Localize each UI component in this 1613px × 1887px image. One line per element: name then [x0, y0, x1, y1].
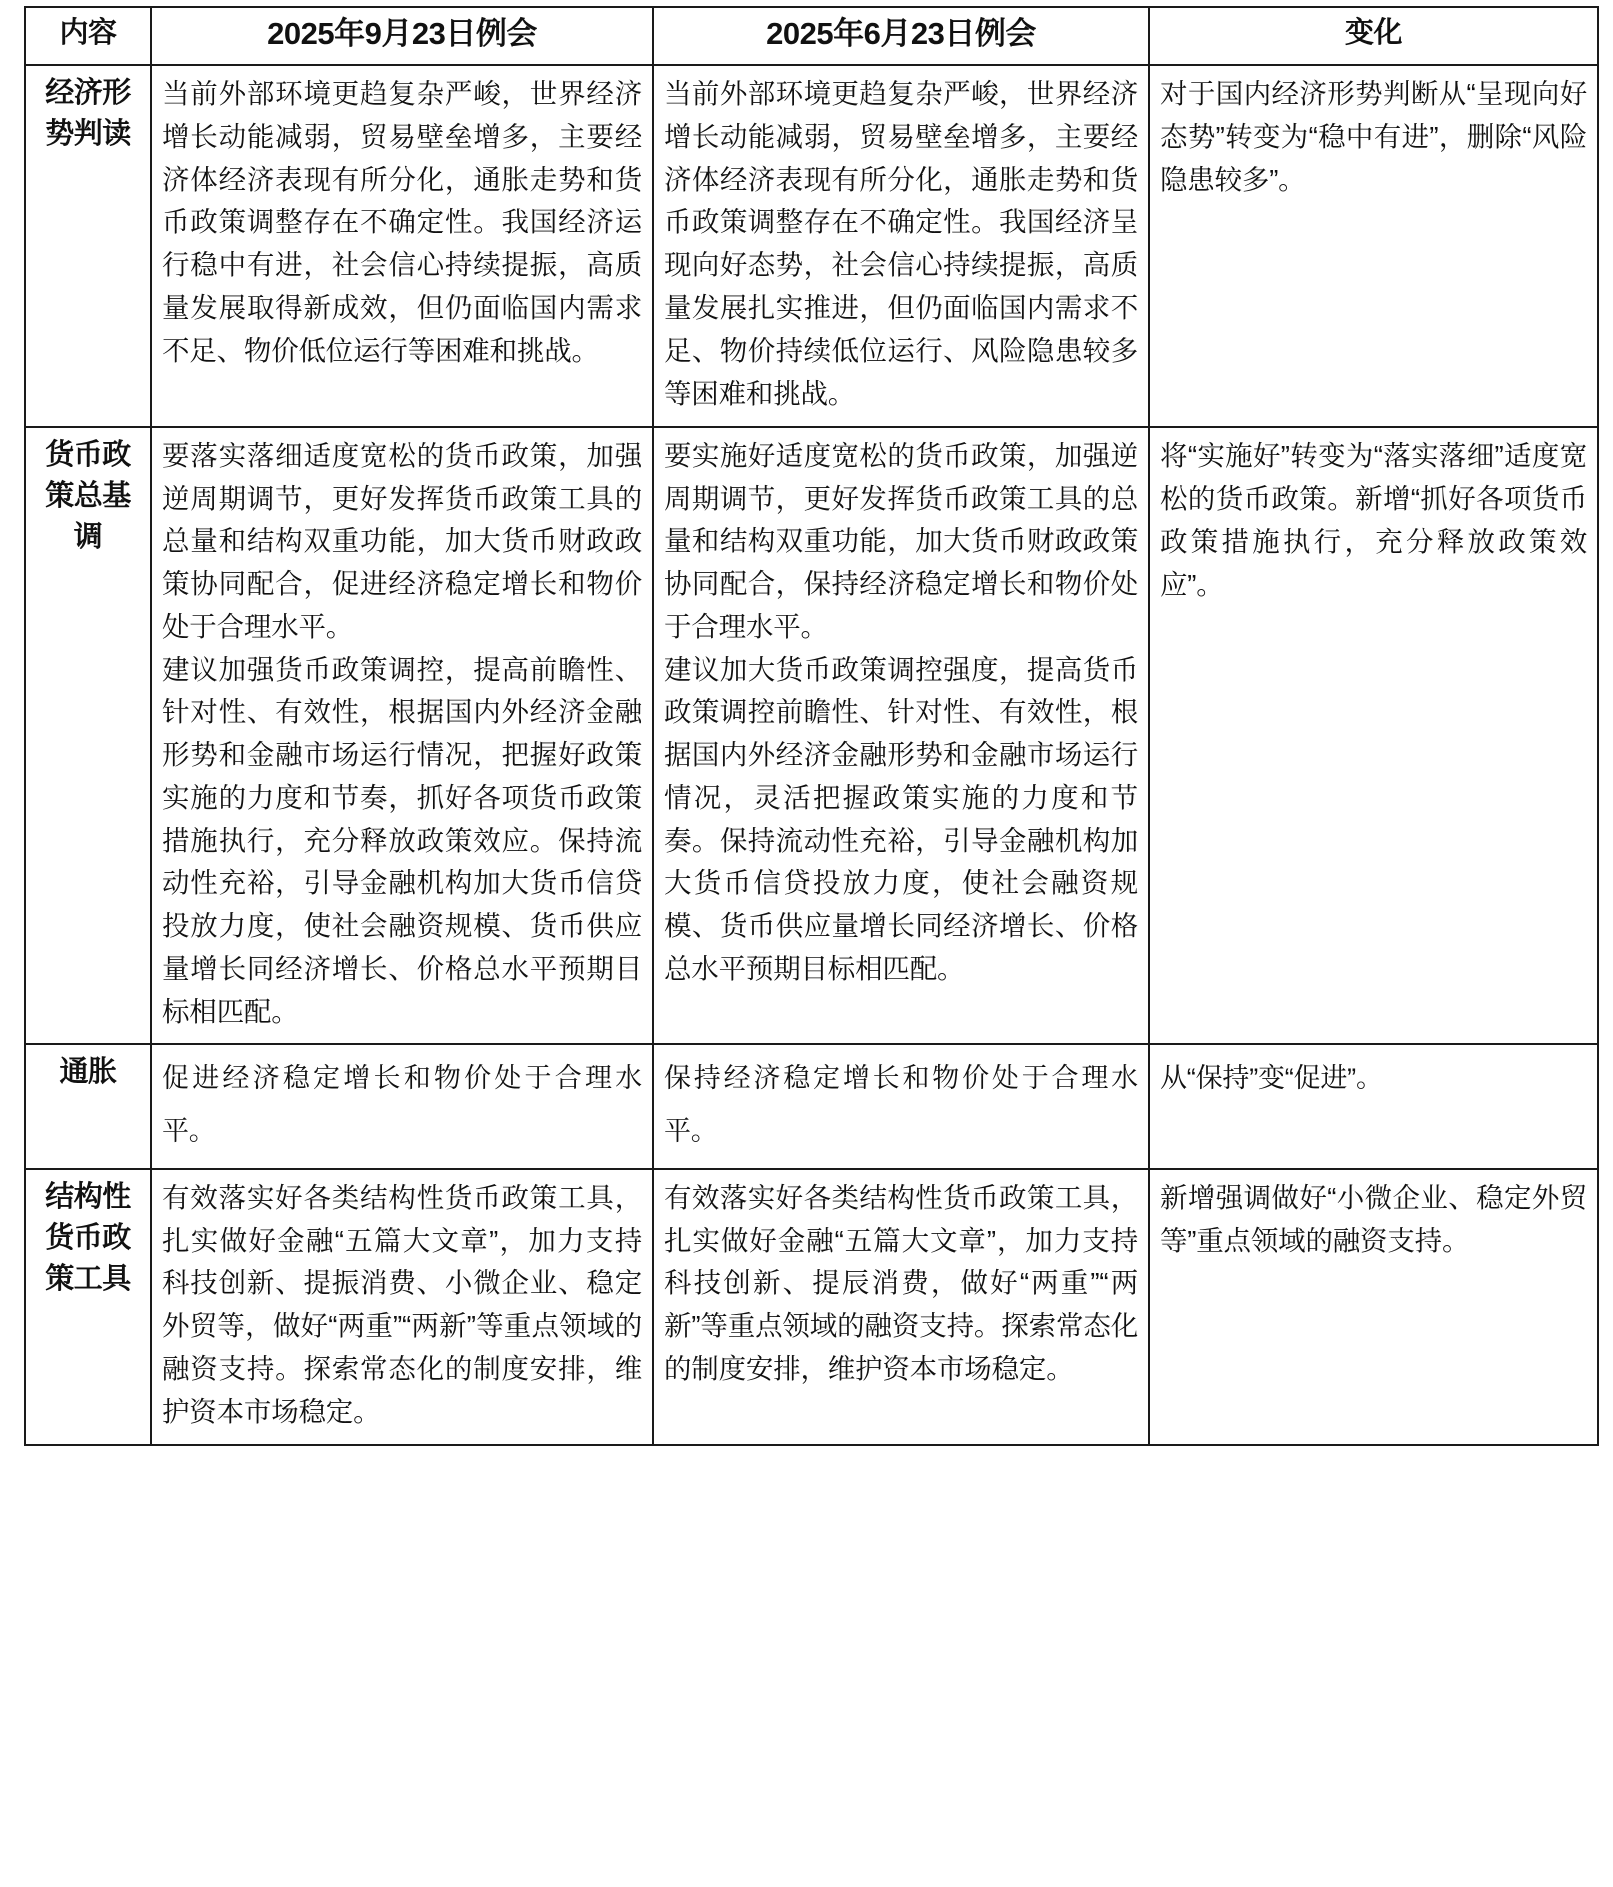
paragraph: 建议加大货币政策调控强度，提高货币政策调控前瞻性、针对性、有效性，根据国内外经济金融形势和金融市场运行情况，灵活把握政策实施的力度和节奏。保持流动性充裕，引导金融机构加大货币信贷投放力度，使社会融资规模、货币供应量增长同经济增长、价格总水平预期目标相匹配。 [664, 653, 1138, 984]
row-label-structural-tools: 结构性货币政策工具 [25, 1169, 151, 1445]
table-body [25, 65, 1598, 1445]
paragraph: 保持经济稳定增长和物价处于合理水平。 [664, 1063, 1138, 1147]
paragraph: 有效落实好各类结构性货币政策工具，扎实做好金融“五篇大文章”，加力支持科技创新、提辰消费，做好“两重”“两新”等重点领域的融资支持。探索常态化的制度安排，维护资本市场稳定。 [664, 1181, 1138, 1385]
paragraph: 要落实落细适度宽松的货币政策，加强逆周期调节，更好发挥货币政策工具的总量和结构双重功能，加大货币财政政策协同配合，促进经济稳定增长和物价处于合理水平。 [162, 439, 642, 642]
policy-comparison-table [24, 6, 1599, 1446]
paragraph: 建议加强货币政策调控，提高前瞻性、针对性、有效性，根据国内外经济金融形势和金融市场运行情况，把握好政策实施的力度和节奏，抓好各项货币政策措施执行，充分释放政策效应。保持流动性充裕，引导金融机构加大货币信贷投放力度，使社会融资规模、货币供应量增长同经济增长、价格总水平预期目标相匹配。 [162, 653, 642, 1027]
cell-september-inflation [151, 1044, 653, 1168]
paragraph: 促进经济稳定增长和物价处于合理水平。 [162, 1063, 642, 1147]
header-change: 变化 [1149, 7, 1598, 65]
row-label-monetary-policy-tone: 货币政策总基调 [25, 427, 151, 1045]
paragraph: 有效落实好各类结构性货币政策工具，扎实做好金融“五篇大文章”，加力支持科技创新、提振消费、小微企业、稳定外贸等，做好“两重”“两新”等重点领域的融资支持。探索常态化的制度安排，维护资本市场稳定。 [162, 1181, 642, 1428]
cell-june-inflation [653, 1044, 1149, 1168]
header-topic: 内容 [25, 7, 151, 65]
header-row [25, 7, 1598, 65]
paragraph: 要实施好适度宽松的货币政策，加强逆周期调节，更好发挥货币政策工具的总量和结构双重功能，加大货币财政政策协同配合，保持经济稳定增长和物价处于合理水平。 [664, 439, 1138, 642]
cell-june-monetary-policy-tone [653, 427, 1149, 1045]
cell-change-inflation: 从“保持”变“促进”。 [1149, 1044, 1598, 1168]
cell-june-economic-situation [653, 65, 1149, 427]
cell-change-economic-situation: 对于国内经济形势判断从“呈现向好态势”转变为“稳中有进”，删除“风险隐患较多”。 [1149, 65, 1598, 427]
cell-change-structural-tools: 新增强调做好“小微企业、稳定外贸等”重点领域的融资支持。 [1149, 1169, 1598, 1445]
header-september-meeting: 2025年9月23日例会 [151, 7, 653, 65]
row-label-inflation: 通胀 [25, 1044, 151, 1168]
table-row [25, 427, 1598, 1045]
cell-change-monetary-policy-tone: 将“实施好”转变为“落实落细”适度宽松的货币政策。新增“抓好各项货币政策措施执行，充分释放政策效应”。 [1149, 427, 1598, 1045]
paragraph: 当前外部环境更趋复杂严峻，世界经济增长动能减弱，贸易壁垒增多，主要经济体经济表现有所分化，通胀走势和货币政策调整存在不确定性。我国经济呈现向好态势，社会信心持续提振，高质量发展扎实推进，但仍面临国内需求不足、物价持续低位运行、风险隐患较多等困难和挑战。 [664, 77, 1138, 409]
cell-september-monetary-policy-tone [151, 427, 653, 1045]
table-header [25, 7, 1598, 65]
header-june-meeting: 2025年6月23日例会 [653, 7, 1149, 65]
table-row [25, 1044, 1598, 1168]
cell-september-structural-tools [151, 1169, 653, 1445]
row-label-economic-situation: 经济形势判读 [25, 65, 151, 427]
cell-june-structural-tools [653, 1169, 1149, 1445]
cell-september-economic-situation [151, 65, 653, 427]
table-row [25, 65, 1598, 427]
table-row [25, 1169, 1598, 1445]
paragraph: 当前外部环境更趋复杂严峻，世界经济增长动能减弱，贸易壁垒增多，主要经济体经济表现有所分化，通胀走势和货币政策调整存在不确定性。我国经济运行稳中有进，社会信心持续提振，高质量发展取得新成效，但仍面临国内需求不足、物价低位运行等困难和挑战。 [162, 77, 642, 367]
